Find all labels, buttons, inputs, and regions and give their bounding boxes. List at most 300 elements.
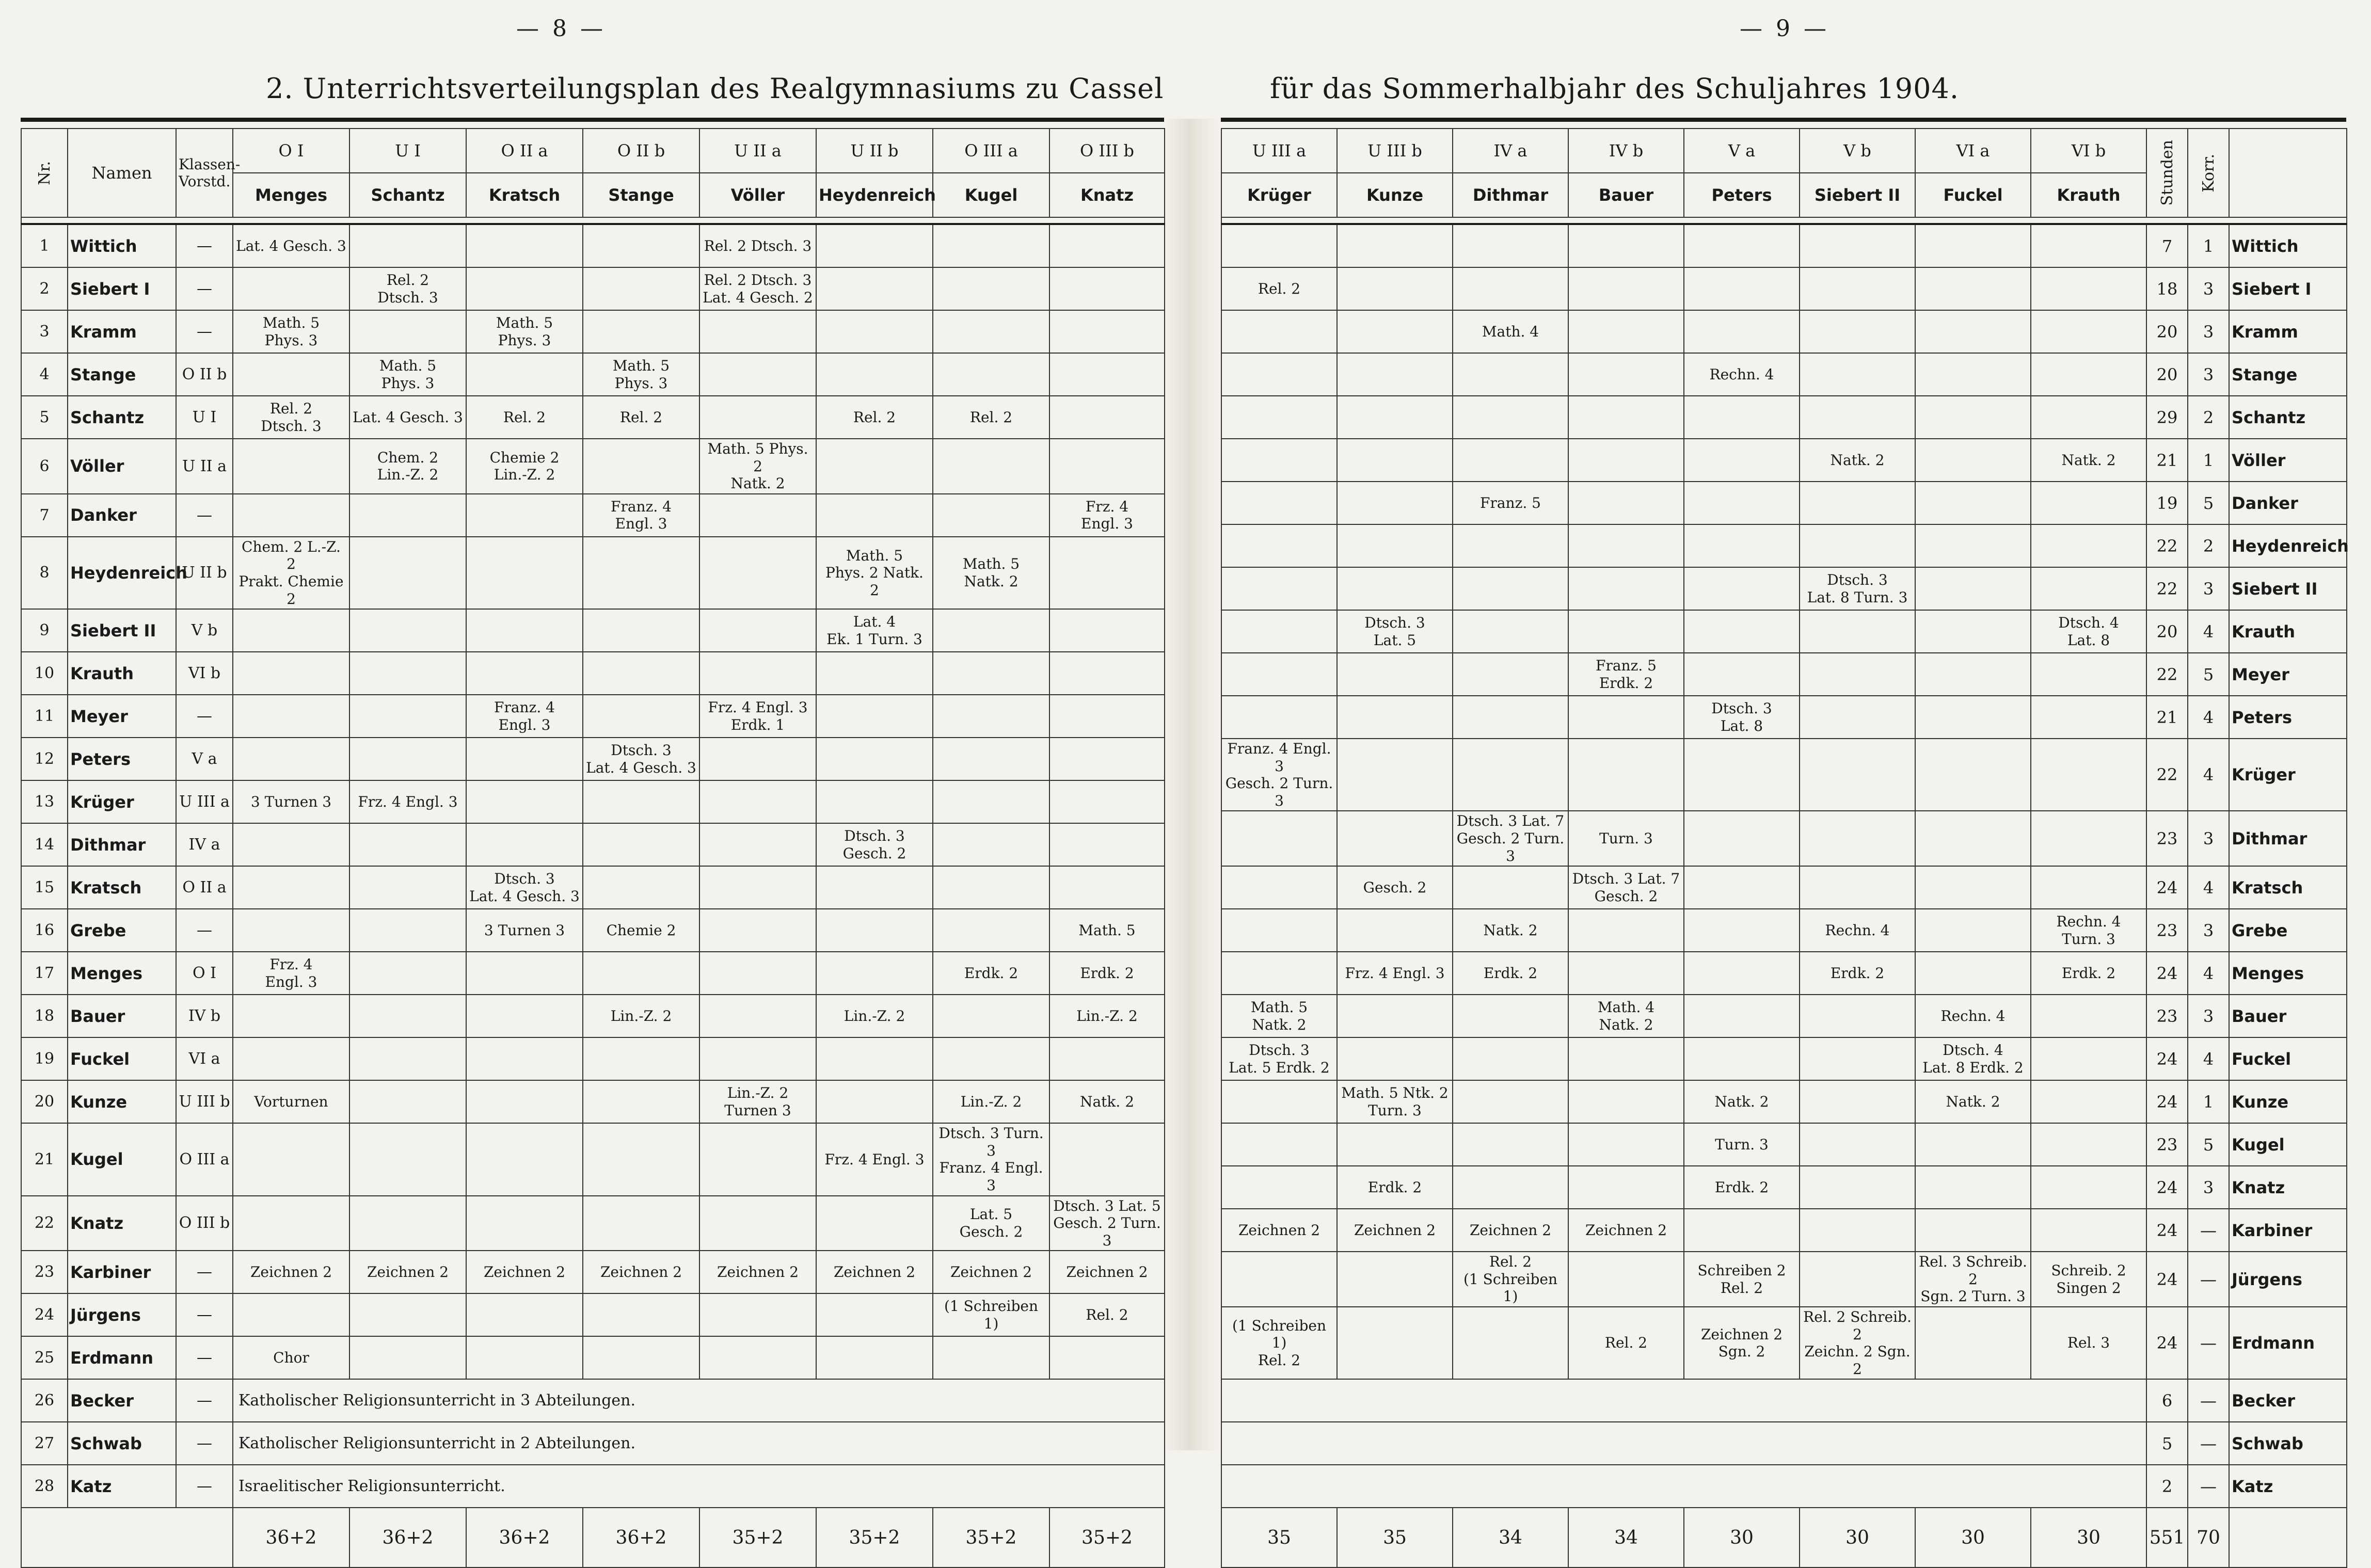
schedule-cell: Math. 5 Phys. 2 Natk. 2 — [699, 439, 816, 494]
row-number: 19 — [21, 1037, 68, 1080]
schedule-cell — [816, 267, 933, 310]
schedule-cell — [349, 909, 466, 952]
schedule-cell: Zeichnen 2 Sgn. 2 — [1684, 1307, 1800, 1379]
hours-total: 18 — [2146, 267, 2188, 310]
schedule-cell: Math. 5 Phys. 2 Natk. 2 — [816, 537, 933, 609]
schedule-cell — [1221, 1252, 1337, 1307]
schedule-cell: Vorturnen — [233, 1080, 349, 1123]
schedule-cell — [1915, 1123, 2031, 1166]
schedule-cell — [233, 995, 349, 1037]
teacher-name-right: Danker — [2229, 482, 2347, 524]
class-head: U III a — [176, 780, 233, 823]
schedule-cell — [1049, 780, 1165, 823]
teacher-name-right: Schantz — [2229, 396, 2347, 439]
schedule-cell — [1568, 952, 1684, 995]
schedule-cell — [233, 909, 349, 952]
book-gutter — [1164, 119, 1221, 1450]
table-row — [1221, 482, 2347, 524]
schedule-cell — [1049, 652, 1165, 695]
schedule-cell: Zeichnen 2 — [1221, 1209, 1337, 1252]
schedule-cell — [1453, 267, 1568, 310]
schedule-cell — [466, 609, 583, 652]
class-head: U I — [176, 396, 233, 439]
teacher-name-right: Kramm — [2229, 310, 2347, 353]
table-row — [1221, 995, 2347, 1037]
schedule-cell — [1568, 1252, 1684, 1307]
class-head: — — [176, 494, 233, 537]
schedule-cell: Rel. 2 — [816, 396, 933, 439]
correction-count: 3 — [2188, 811, 2229, 866]
schedule-cell — [816, 1080, 933, 1123]
schedule-cell — [1049, 1123, 1165, 1195]
schedule-cell — [1337, 739, 1453, 811]
schedule-cell: Franz. 4 Engl. 3 — [466, 695, 583, 738]
schedule-cell — [583, 1336, 699, 1379]
teacher-name-right: Katz — [2229, 1465, 2347, 1508]
schedule-cell — [233, 866, 349, 909]
hours-total: 2 — [2146, 1465, 2188, 1508]
header-stunden — [2146, 129, 2188, 217]
teacher-name: Katz — [68, 1465, 176, 1508]
table-row — [1221, 1166, 2347, 1209]
row-number: 21 — [21, 1123, 68, 1195]
schedule-cell: Dtsch. 3 Lat. 8 — [1684, 696, 1800, 739]
schedule-cell — [1684, 1209, 1800, 1252]
schedule-cell: Chem. 2 Lin.-Z. 2 — [349, 439, 466, 494]
class-header-left: U II a — [699, 129, 816, 173]
class-header-left: U I — [349, 129, 466, 173]
class-head: — — [176, 1422, 233, 1465]
schedule-cell — [1800, 811, 1915, 866]
class-teacher-right: Peters — [1684, 173, 1800, 217]
schedule-cell — [699, 537, 816, 609]
row-number: 26 — [21, 1379, 68, 1422]
schedule-cell — [1049, 866, 1165, 909]
correction-count: 3 — [2188, 1166, 2229, 1209]
schedule-cell — [1915, 1209, 2031, 1252]
schedule-cell: Erdk. 2 — [1049, 952, 1165, 995]
class-head: VI a — [176, 1037, 233, 1080]
hours-total: 24 — [2146, 866, 2188, 909]
schedule-cell: Dtsch. 3 Lat. 5 — [1337, 610, 1453, 653]
class-head: U II a — [176, 439, 233, 494]
schedule-cell: Zeichnen 2 — [583, 1251, 699, 1293]
teacher-name: Menges — [68, 952, 176, 995]
schedule-cell — [1568, 482, 1684, 524]
schedule-cell — [1915, 567, 2031, 610]
class-head: — — [176, 1251, 233, 1293]
schedule-cell — [2031, 696, 2146, 739]
schedule-cell — [1453, 1037, 1568, 1080]
row-number: 5 — [21, 396, 68, 439]
schedule-cell — [1684, 952, 1800, 995]
schedule-cell — [933, 823, 1049, 866]
schedule-cell — [699, 738, 816, 780]
hours-total: 24 — [2146, 1307, 2188, 1379]
schedule-cell — [699, 353, 816, 396]
schedule-cell: Lat. 5 Gesch. 2 — [933, 1196, 1049, 1251]
class-header-left: O III b — [1049, 129, 1165, 173]
hours-total: 23 — [2146, 1123, 2188, 1166]
schedule-cell — [349, 738, 466, 780]
header-korr-label: Korr. — [2199, 153, 2218, 193]
schedule-cell — [1337, 353, 1453, 396]
schedule-cell — [1684, 995, 1800, 1037]
schedule-cell — [1337, 1252, 1453, 1307]
correction-count: 3 — [2188, 567, 2229, 610]
correction-count: — — [2188, 1465, 2229, 1508]
class-head: — — [176, 695, 233, 738]
schedule-cell — [1684, 567, 1800, 610]
schedule-cell — [1800, 482, 1915, 524]
schedule-cell — [1684, 224, 1800, 267]
row-number: 16 — [21, 909, 68, 952]
table-row — [21, 1336, 1165, 1379]
schedule-cell — [1453, 224, 1568, 267]
schedule-cell — [2031, 995, 2146, 1037]
schedule-cell — [349, 609, 466, 652]
schedule-cell — [1800, 310, 1915, 353]
row-number: 15 — [21, 866, 68, 909]
row-number: 14 — [21, 823, 68, 866]
schedule-cell: Frz. 4 Engl. 3 — [1337, 952, 1453, 995]
schedule-cell: Chem. 2 L.-Z. 2 Prakt. Chemie 2 — [233, 537, 349, 609]
schedule-cell: Dtsch. 3 Lat. 7 Gesch. 2 Turn. 3 — [1453, 811, 1568, 866]
schedule-cell — [1568, 909, 1684, 952]
hours-total: 22 — [2146, 567, 2188, 610]
correction-count: 4 — [2188, 696, 2229, 739]
teacher-name: Krauth — [68, 652, 176, 695]
schedule-cell — [1800, 524, 1915, 567]
top-rule-right — [1221, 118, 2346, 122]
schedule-cell — [1915, 310, 2031, 353]
hours-total: 22 — [2146, 524, 2188, 567]
row-number: 28 — [21, 1465, 68, 1508]
hours-total: 19 — [2146, 482, 2188, 524]
schedule-cell: Math. 5 Phys. 3 — [233, 310, 349, 353]
table-row — [1221, 1037, 2347, 1080]
table-row — [21, 652, 1165, 695]
class-teacher-right: Fuckel — [1915, 173, 2031, 217]
row-number: 25 — [21, 1336, 68, 1379]
schedule-cell — [233, 1196, 349, 1251]
schedule-cell — [1221, 524, 1337, 567]
row-number: 8 — [21, 537, 68, 609]
schedule-cell: Frz. 4 Engl. 3 — [1049, 494, 1165, 537]
class-header-right: VI b — [2031, 129, 2146, 173]
schedule-cell — [1049, 738, 1165, 780]
schedule-cell — [1800, 1037, 1915, 1080]
schedule-cell — [699, 866, 816, 909]
schedule-cell — [1915, 1166, 2031, 1209]
schedule-cell: Erdk. 2 — [933, 952, 1049, 995]
header-nr-label: Nr. — [35, 161, 54, 185]
schedule-cell: Math. 5 Phys. 3 — [349, 353, 466, 396]
schedule-cell — [1915, 653, 2031, 696]
schedule-cell — [1915, 224, 2031, 267]
schedule-cell — [349, 995, 466, 1037]
row-number: 13 — [21, 780, 68, 823]
class-teacher-right: Dithmar — [1453, 173, 1568, 217]
schedule-cell: Chor — [233, 1336, 349, 1379]
schedule-cell — [233, 1037, 349, 1080]
left-schedule-table — [21, 128, 1165, 1568]
schedule-cell — [466, 738, 583, 780]
schedule-cell — [1800, 224, 1915, 267]
schedule-cell — [1453, 995, 1568, 1037]
schedule-cell — [233, 439, 349, 494]
table-row — [21, 353, 1165, 396]
row-number: 9 — [21, 609, 68, 652]
row-note-continued — [1221, 1422, 2146, 1465]
teacher-name-right: Erdmann — [2229, 1307, 2347, 1379]
schedule-cell — [2031, 310, 2146, 353]
schedule-cell — [816, 494, 933, 537]
schedule-cell — [1221, 1166, 1337, 1209]
schedule-cell — [1453, 866, 1568, 909]
teacher-name-right: Fuckel — [2229, 1037, 2347, 1080]
schedule-cell — [1049, 396, 1165, 439]
schedule-cell — [583, 1037, 699, 1080]
class-head: — — [176, 1379, 233, 1422]
sum-empty-right — [2229, 1508, 2347, 1567]
row-number: 7 — [21, 494, 68, 537]
correction-count: 1 — [2188, 224, 2229, 267]
table-row — [1221, 1307, 2347, 1379]
table-row — [21, 494, 1165, 537]
schedule-cell — [1049, 439, 1165, 494]
teacher-name: Becker — [68, 1379, 176, 1422]
schedule-cell — [583, 439, 699, 494]
teacher-name: Völler — [68, 439, 176, 494]
table-row — [21, 224, 1165, 267]
correction-count: 3 — [2188, 310, 2229, 353]
schedule-cell: Lin.-Z. 2 — [816, 995, 933, 1037]
schedule-cell — [699, 609, 816, 652]
total-hours-sum: 551 — [2146, 1508, 2188, 1567]
teacher-name-right: Siebert I — [2229, 267, 2347, 310]
table-row — [21, 609, 1165, 652]
schedule-cell — [1337, 224, 1453, 267]
table-row — [21, 1196, 1165, 1251]
class-hours-sum: 35+2 — [816, 1508, 933, 1567]
schedule-cell — [466, 537, 583, 609]
schedule-cell: Frz. 4 Engl. 3 — [349, 780, 466, 823]
schedule-cell — [1684, 439, 1800, 482]
schedule-cell — [466, 780, 583, 823]
table-row — [21, 1465, 1165, 1508]
schedule-cell — [699, 1196, 816, 1251]
schedule-cell — [816, 353, 933, 396]
teacher-name-right: Siebert II — [2229, 567, 2347, 610]
schedule-cell: Franz. 4 Engl. 3 — [583, 494, 699, 537]
schedule-cell — [1915, 739, 2031, 811]
class-hours-sum: 36+2 — [233, 1508, 349, 1567]
teacher-name: Grebe — [68, 909, 176, 952]
class-hours-sum: 34 — [1453, 1508, 1568, 1567]
teacher-name-right: Grebe — [2229, 909, 2347, 952]
schedule-cell — [1568, 310, 1684, 353]
schedule-cell — [1337, 1307, 1453, 1379]
class-hours-sum: 30 — [1915, 1508, 2031, 1567]
schedule-cell — [349, 1336, 466, 1379]
schedule-cell — [1568, 1037, 1684, 1080]
schedule-cell — [816, 866, 933, 909]
class-head: O III a — [176, 1123, 233, 1195]
class-header-right: U III b — [1337, 129, 1453, 173]
correction-count: 4 — [2188, 952, 2229, 995]
teacher-name-right: Heydenreich — [2229, 524, 2347, 567]
schedule-cell: Lin.-Z. 2 — [1049, 995, 1165, 1037]
class-hours-sum: 30 — [1800, 1508, 1915, 1567]
class-hours-sum: 35+2 — [1049, 1508, 1165, 1567]
correction-count: — — [2188, 1422, 2229, 1465]
page-number-right: — 9 — — [1740, 15, 1829, 42]
schedule-cell: Zeichnen 2 — [466, 1251, 583, 1293]
schedule-cell: Rel. 2 — [1221, 267, 1337, 310]
schedule-cell: Natk. 2 — [1800, 439, 1915, 482]
schedule-cell — [466, 224, 583, 267]
schedule-cell — [1800, 1080, 1915, 1123]
schedule-cell — [1221, 1123, 1337, 1166]
teacher-name-right: Kunze — [2229, 1080, 2347, 1123]
schedule-cell — [1915, 1307, 2031, 1379]
schedule-cell — [1221, 567, 1337, 610]
class-hours-sum: 36+2 — [583, 1508, 699, 1567]
schedule-cell: Dtsch. 4 Lat. 8 Erdk. 2 — [1915, 1037, 2031, 1080]
table-row — [1221, 952, 2347, 995]
hours-total: 22 — [2146, 653, 2188, 696]
schedule-cell — [1568, 524, 1684, 567]
correction-count: 5 — [2188, 653, 2229, 696]
hours-total: 23 — [2146, 909, 2188, 952]
schedule-cell — [699, 952, 816, 995]
teacher-name: Jürgens — [68, 1293, 176, 1336]
class-head: — — [176, 267, 233, 310]
teacher-name: Bauer — [68, 995, 176, 1037]
schedule-cell — [349, 866, 466, 909]
schedule-cell — [1568, 696, 1684, 739]
schedule-cell: Chemie 2 Lin.-Z. 2 — [466, 439, 583, 494]
schedule-cell: Dtsch. 3 Lat. 4 Gesch. 3 — [466, 866, 583, 909]
schedule-cell — [583, 823, 699, 866]
table-row — [21, 738, 1165, 780]
schedule-cell — [933, 909, 1049, 952]
schedule-cell — [1915, 439, 2031, 482]
row-number: 17 — [21, 952, 68, 995]
schedule-cell: Dtsch. 3 Lat. 8 Turn. 3 — [1800, 567, 1915, 610]
schedule-cell: Turn. 3 — [1684, 1123, 1800, 1166]
schedule-cell: Rel. 2 Dtsch. 3 — [349, 267, 466, 310]
schedule-cell — [349, 1037, 466, 1080]
teacher-name-right: Becker — [2229, 1379, 2347, 1422]
row-number: 3 — [21, 310, 68, 353]
teacher-name-right: Kugel — [2229, 1123, 2347, 1166]
schedule-cell: Lin.-Z. 2 — [933, 1080, 1049, 1123]
teacher-name: Kunze — [68, 1080, 176, 1123]
schedule-cell — [1684, 396, 1800, 439]
class-head: — — [176, 909, 233, 952]
schedule-cell — [583, 1080, 699, 1123]
schedule-cell: Frz. 4 Engl. 3 Erdk. 1 — [699, 695, 816, 738]
schedule-cell — [1049, 1336, 1165, 1379]
schedule-cell — [816, 909, 933, 952]
schedule-cell: Rel. 2 (1 Schreiben 1) — [1453, 1252, 1568, 1307]
schedule-cell — [933, 224, 1049, 267]
schedule-cell — [233, 267, 349, 310]
class-teacher-right: Siebert II — [1800, 173, 1915, 217]
schedule-cell — [816, 1293, 933, 1336]
table-row — [1221, 1422, 2347, 1465]
class-hours-sum: 36+2 — [349, 1508, 466, 1567]
schedule-cell — [816, 1336, 933, 1379]
schedule-cell — [583, 780, 699, 823]
teacher-name-right: Menges — [2229, 952, 2347, 995]
title-right: für das Sommerhalbjahr des Schuljahres 1904. — [1270, 72, 1959, 105]
table-row — [1221, 653, 2347, 696]
correction-count: 3 — [2188, 353, 2229, 396]
schedule-cell — [466, 652, 583, 695]
correction-count: 4 — [2188, 610, 2229, 653]
class-header-left: O I — [233, 129, 349, 173]
schedule-cell — [466, 1080, 583, 1123]
class-head: O III b — [176, 1196, 233, 1251]
class-header-left: O II b — [583, 129, 699, 173]
schedule-cell: Dtsch. 3 Lat. 5 Gesch. 2 Turn. 3 — [1049, 1196, 1165, 1251]
schedule-cell — [1915, 909, 2031, 952]
class-header-right: IV b — [1568, 129, 1684, 173]
schedule-cell: Dtsch. 3 Lat. 5 Erdk. 2 — [1221, 1037, 1337, 1080]
schedule-cell — [1568, 396, 1684, 439]
schedule-cell — [1337, 811, 1453, 866]
schedule-cell — [1221, 1080, 1337, 1123]
table-row — [21, 439, 1165, 494]
table-row — [21, 952, 1165, 995]
table-row — [1221, 1080, 2347, 1123]
schedule-cell — [233, 738, 349, 780]
class-head: VI b — [176, 652, 233, 695]
schedule-cell: Rechn. 4 — [1684, 353, 1800, 396]
schedule-cell — [1568, 439, 1684, 482]
schedule-cell — [933, 353, 1049, 396]
table-row — [1221, 396, 2347, 439]
schedule-cell: Rechn. 4 — [1915, 995, 2031, 1037]
teacher-name: Dithmar — [68, 823, 176, 866]
schedule-cell — [699, 909, 816, 952]
schedule-cell: Erdk. 2 — [1337, 1166, 1453, 1209]
teacher-name-right: Völler — [2229, 439, 2347, 482]
class-header-right: V b — [1800, 129, 1915, 173]
schedule-cell — [1684, 866, 1800, 909]
class-teacher-left: Knatz — [1049, 173, 1165, 217]
schedule-cell — [2031, 1080, 2146, 1123]
schedule-cell — [1568, 1123, 1684, 1166]
schedule-cell — [1221, 310, 1337, 353]
correction-count: 4 — [2188, 866, 2229, 909]
class-head: — — [176, 1293, 233, 1336]
correction-count: 5 — [2188, 1123, 2229, 1166]
schedule-cell: Math. 5 Phys. 3 — [583, 353, 699, 396]
correction-count: 5 — [2188, 482, 2229, 524]
schedule-cell — [1800, 866, 1915, 909]
schedule-cell — [699, 396, 816, 439]
schedule-cell — [583, 537, 699, 609]
schedule-cell — [699, 823, 816, 866]
schedule-cell: Erdk. 2 — [1800, 952, 1915, 995]
correction-count: 3 — [2188, 267, 2229, 310]
schedule-cell — [933, 780, 1049, 823]
class-hours-sum: 35+2 — [699, 1508, 816, 1567]
